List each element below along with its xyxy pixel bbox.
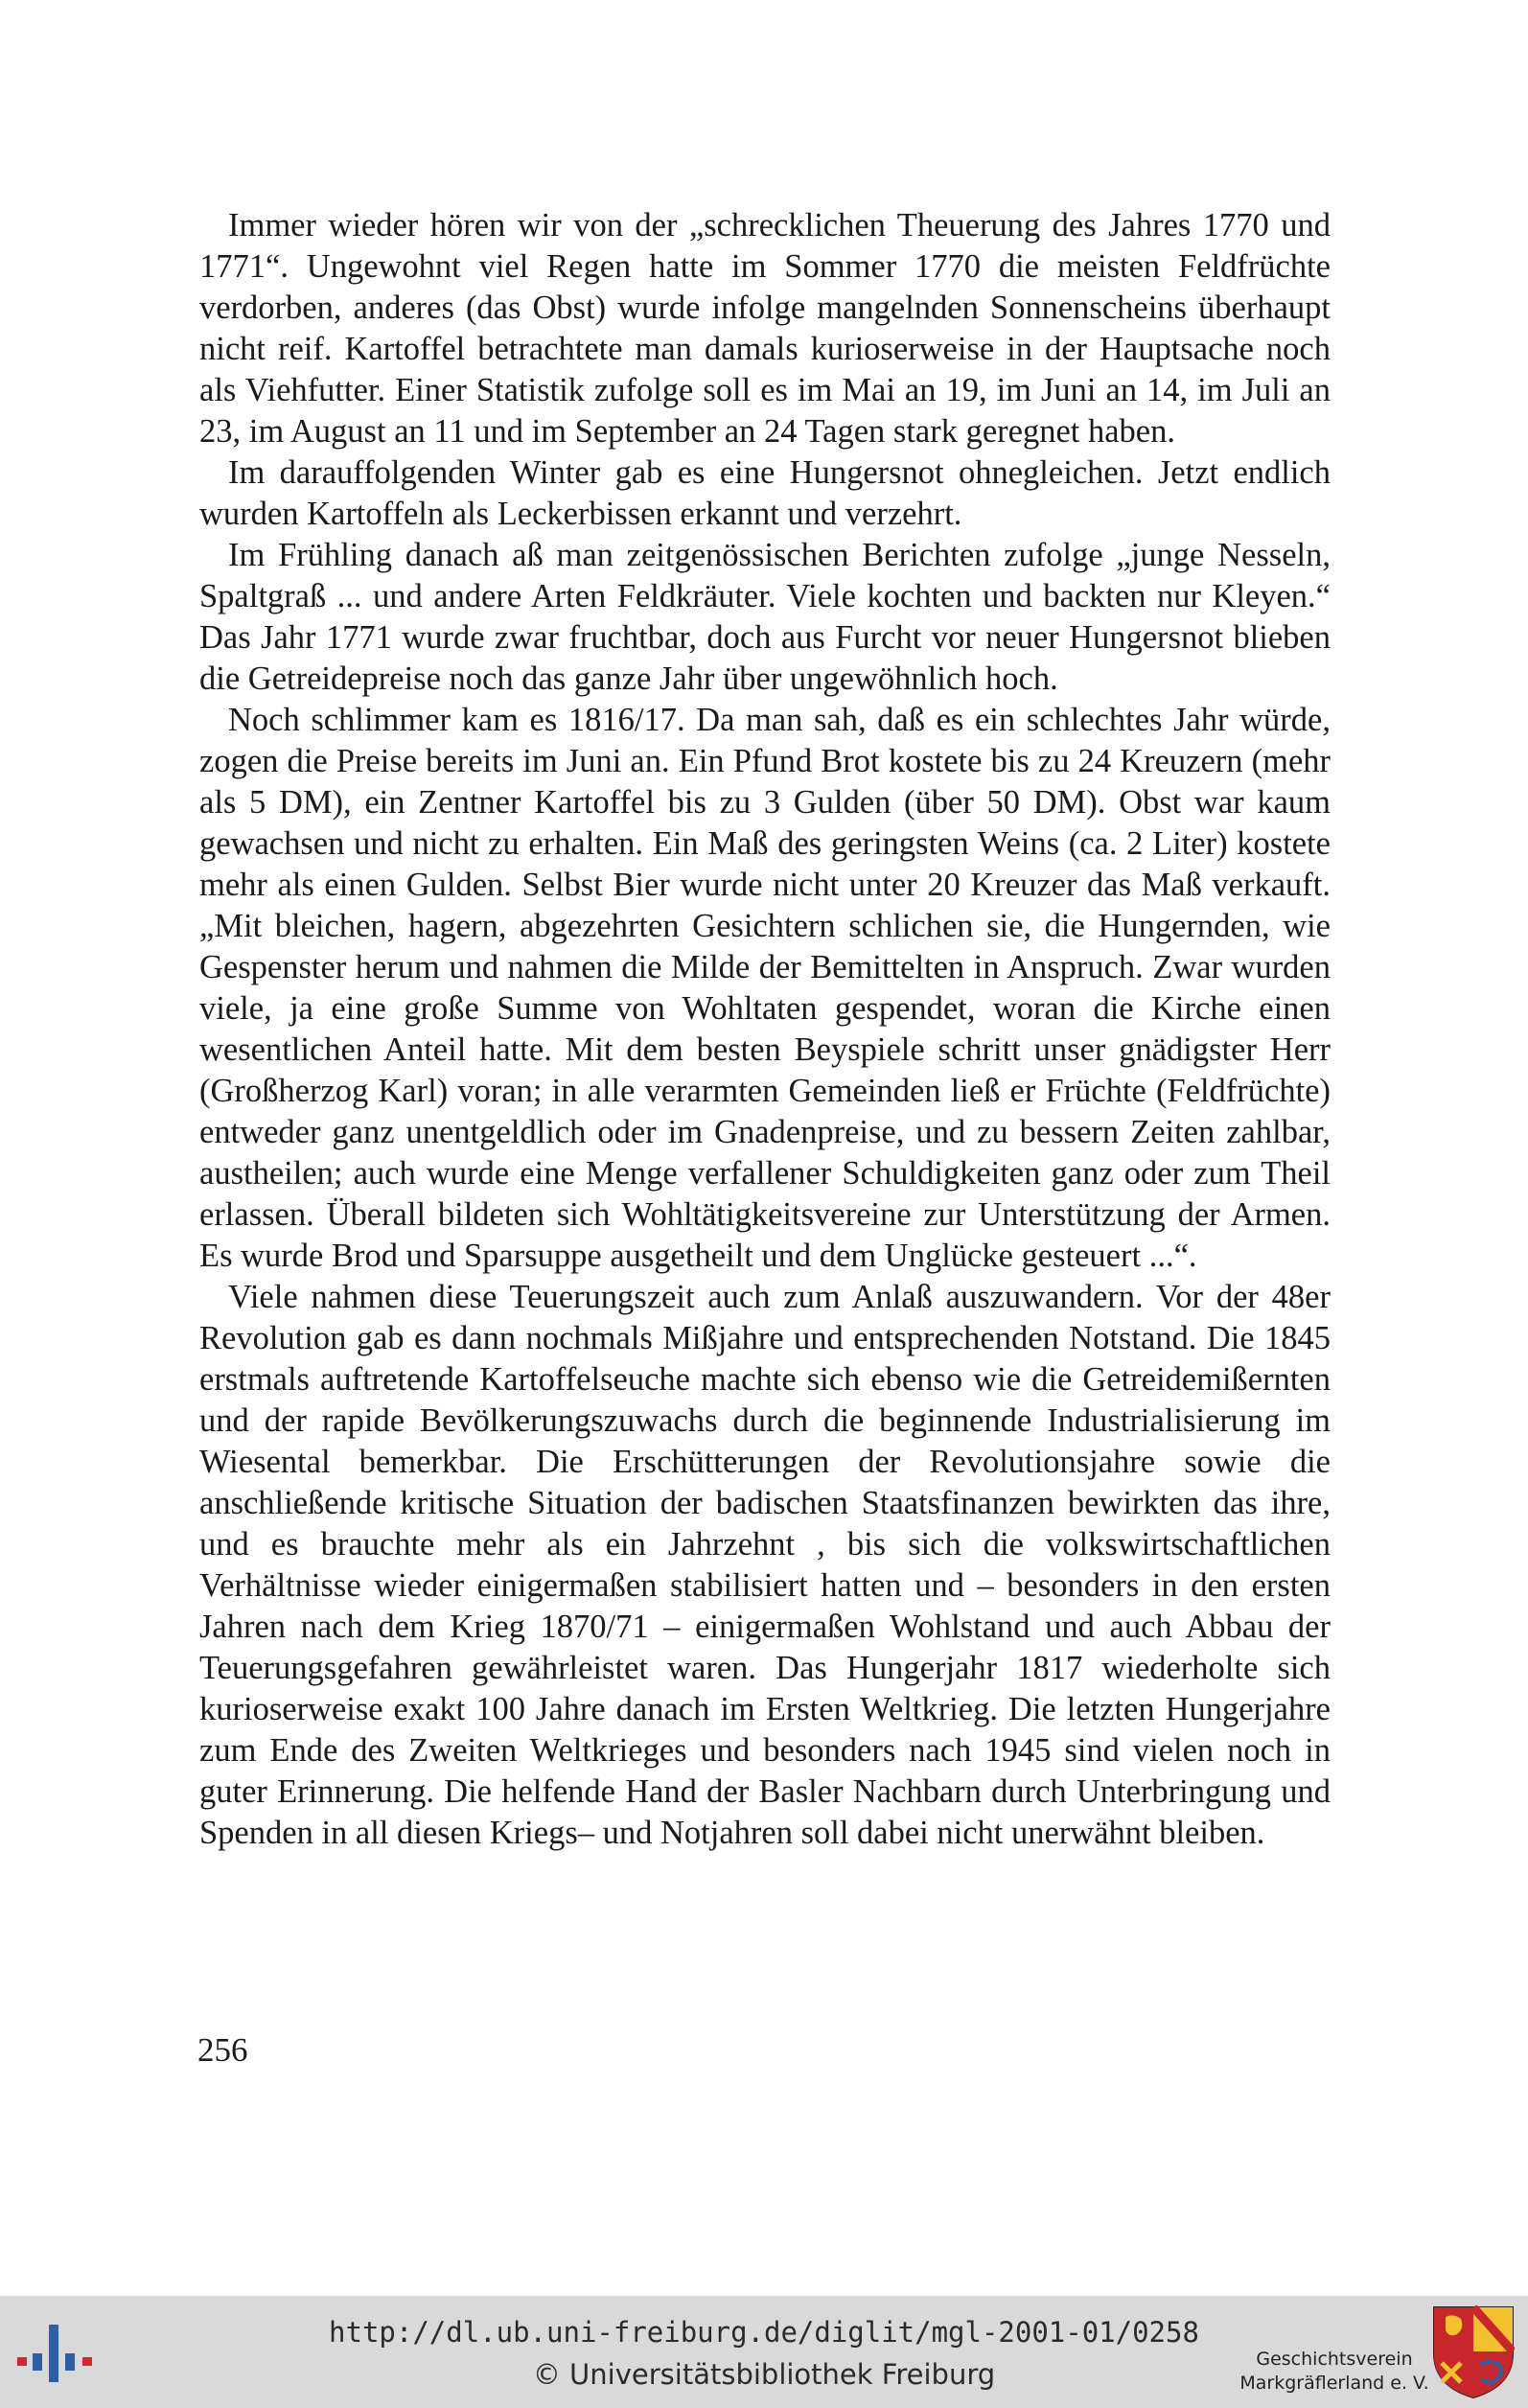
footer-url[interactable]: http://dl.ub.uni-freiburg.de/diglit/mgl-2001-01/0258 (329, 2316, 1199, 2349)
paragraph-2: Im darauffolgenden Winter gab es eine Hungersnot ohnegleichen. Jetzt endlich wurden Kartoffeln als Leckerbissen erkannt und verzehrt. (199, 454, 1331, 532)
body-text (199, 205, 1331, 1854)
paragraph-3: Im Frühling danach aß man zeitgenössischen Berichten zufolge „junge Nesseln, Spaltgraß ... und andere Arten Feldkräuter. Viele kochten und backten nur Kleyen.“ Das Jahr 1771 wurde zwar fruchtbar, doch aus Furcht vor neuer Hungersnot blieben die Getreidepreise noch das ganze Jahr über ungewöhnlich hoch. (199, 537, 1331, 697)
page-number: 256 (197, 2031, 248, 2069)
society-line-1: Geschichtsverein (1256, 2349, 1413, 2370)
digitization-footer (0, 2296, 1528, 2408)
paragraph-1: Immer wieder hören wir von der „schrecklichen Theuerung des Jahres 1770 und 1771“. Ungewohnt viel Regen hatte im Sommer 1770 die meisten Feldfrüchte verdorben, anderes (das Obst) wurde infolge mangelnden Sonnenscheins überhaupt nicht reif. Kartoffel betrachtete man damals kurioserweise in der Hauptsache noch als Viehfutter. Einer Statistik zufolge soll es im Mai an 19, im Juni an 14, im Juli an 23, im August an 11 und im September an 24 Tagen stark geregnet haben. (199, 207, 1331, 450)
society-line-2: Markgräflerland e. V. (1239, 2373, 1429, 2394)
paragraph-4: Noch schlimmer kam es 1816/17. Da man sah, daß es ein schlechtes Jahr würde, zogen die Preise bereits im Juni an. Ein Pfund Brot kostete bis zu 24 Kreuzern (mehr als 5 DM), ein Zentner Kartoffel bis zu 3 Gulden (über 50 DM). Obst war kaum gewachsen und nicht zu erhalten. Ein Maß des geringsten Weins (ca. 2 Liter) kostete mehr als einen Gulden. Selbst Bier wurde nicht unter 20 Kreuzer das Maß verkauft. „Mit bleichen, hagern, abgezehrten Gesichtern schlichen sie, die Hungernden, wie Gespenster herum und nahmen die Milde der Bemittelten in Anspruch. Zwar wurden viele, ja eine große Summe von Wohltaten gespendet, woran die Kirche einen wesentlichen Anteil hatte. Mit dem besten Beyspiele schritt unser gnädigster Herr (Großherzog Karl) voran; in alle verarmten Gemeinden ließ er Früchte (Feldfrüchte) entweder ganz unentgeldlich oder im Gnadenpreise, und zu bessern Zeiten zahlbar, austheilen; auch wurde eine Menge verfallener Schuldigkeiten ganz oder zum Theil erlassen. Überall bildeten sich Wohltätigkeitsvereine zur Unterstützung der Armen. Es wurde Brod und Sparsuppe ausgetheilt und dem Unglücke gesteuert ...“. (199, 702, 1331, 1274)
markgraeflerland-crest-icon (1432, 2305, 1515, 2399)
footer-copyright: © Universitätsbibliothek Freiburg (532, 2358, 996, 2391)
paragraph-5: Viele nahmen diese Teuerungszeit auch zum Anlaß auszuwandern. Vor der 48er Revolution gab es dann nochmals Mißjahre und entsprechenden Notstand. Die 1845 erstmals auftretende Kartoffelseuche machte sich ebenso wie die Getreidemißernten und der rapide Bevölkerungszuwachs durch die beginnende Industrialisierung im Wiesental bemerkbar. Die Erschütterungen der Revolutionsjahre sowie die anschließende kritische Situation der badischen Staatsfinanzen bewirkten das ihre, und es brauchte mehr als ein Jahrzehnt , bis sich die volkswirtschaftlichen Verhältnisse wieder einigermaßen stabilisiert hatten und – besonders in den ersten Jahren nach dem Krieg 1870/71 – einigermaßen Wohlstand und auch Abbau der Teuerungsgefahren gewährleistet waren. Das Hungerjahr 1817 wiederholte sich kurioserweise exakt 100 Jahre danach im Ersten Weltkrieg. Die letzten Hungerjahre zum Ende des Zweiten Weltkrieges und besonders nach 1945 sind vielen noch in guter Erinnerung. Die helfende Hand der Basler Nachbarn durch Unterbringung und Spenden in all diesen Kriegs– und Notjahren soll dabei nicht unerwähnt bleiben. (199, 1279, 1331, 1851)
society-name (1229, 2348, 1440, 2396)
